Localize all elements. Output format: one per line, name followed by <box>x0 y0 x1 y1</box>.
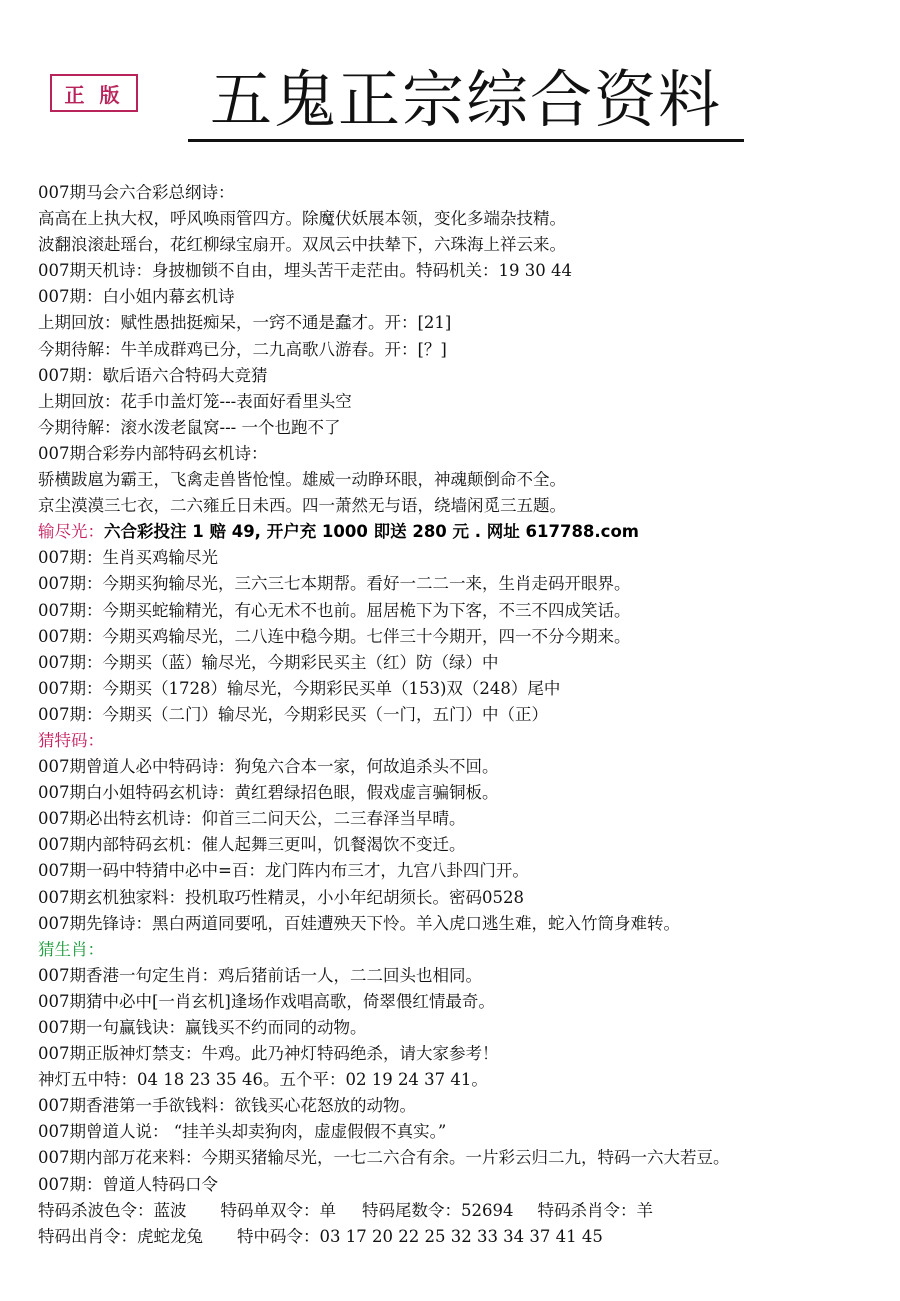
genuine-badge: 正 版 <box>50 74 138 112</box>
text-line: 今期待解：牛羊成群鸡已分，二九高歌八游春。开：[？] <box>38 339 447 359</box>
text-line: 007期：今期买（二门）输尽光，今期彩民买（一门，五门）中（正） <box>38 704 548 724</box>
text-line: 007期：今期买鸡输尽光，二八连中稳今期。七伴三十今期开，四一不分今期来。 <box>38 626 631 646</box>
text-line: 007期：今期买（蓝）输尽光，今期彩民买主（红）防（绿）中 <box>38 652 499 672</box>
text-line: 007期天机诗：身披枷锁不自由，埋头苦干走茫由。特码机关：19 30 44 <box>38 261 572 281</box>
text-line: 007期曾道人说： “挂羊头却卖狗肉，虚虚假假不真实。” <box>38 1122 447 1142</box>
text-line: 007期香港一句定生肖：鸡后猪前话一人，二二回头也相同。 <box>38 965 482 985</box>
text-line: 007期一句赢钱诀：赢钱买不约而同的动物。 <box>38 1018 367 1037</box>
code-row-2 <box>38 1224 888 1250</box>
text-line: 007期先锋诗：黑白两道同要吼，百娃遭殃天下怜。羊入虎口逃生难，蛇入竹筒身难转。 <box>38 913 680 933</box>
text-line: 007期：今期买（1728）输尽光，今期彩民买单（153)双（248）尾中 <box>38 678 561 698</box>
code-row-1 <box>38 1198 888 1224</box>
text-line: 007期：今期买蛇输精光，有心无术不也前。屈居桅下为下客，不三不四成笑话。 <box>38 600 631 620</box>
code-value: 虎蛇龙兔 <box>137 1226 203 1246</box>
text-line: 007期香港第一手欲钱料：欲钱买心花怒放的动物。 <box>38 1096 416 1116</box>
text-line: 007期合彩券内部特码玄机诗： <box>38 443 268 463</box>
text-line: 007期一码中特猜中必中=百：龙门阵内布三才，九宫八卦四门开。 <box>38 861 529 881</box>
code-label: 特码杀肖令： <box>537 1200 637 1220</box>
code-label: 特码杀波色令： <box>38 1200 154 1220</box>
ad-line <box>38 519 888 545</box>
text-line: 波翻浪滚赴瑶台，花红柳绿宝扇开。双凤云中扶辇下，六珠海上祥云来。 <box>38 235 566 255</box>
text-line: 007期：今期买狗输尽光，三六三七本期帮。看好一二二一来，生肖走码开眼界。 <box>38 574 631 594</box>
code-label: 特码出肖令： <box>38 1226 137 1246</box>
content-body <box>38 180 888 1250</box>
text-line: 007期内部特码玄机：催人起舞三更叫，饥餐渴饮不变迁。 <box>38 835 466 855</box>
text-line: 007期马会六合彩总纲诗： <box>38 183 235 202</box>
code-value: 单 <box>319 1200 336 1220</box>
code-value: 羊 <box>636 1200 653 1220</box>
text-line: 007期必出特玄机诗：仰首三二问天公，二三春泽当早晴。 <box>38 809 466 829</box>
code-value: 52694 <box>461 1200 514 1220</box>
text-line: 上期回放：花手巾盖灯笼---表面好看里头空 <box>38 391 352 411</box>
text-line: 007期正版神灯禁支：牛鸡。此乃神灯特码绝杀，请大家参考！ <box>38 1044 499 1064</box>
text-line: 007期：生肖买鸡输尽光 <box>38 548 218 568</box>
code-label: 特码单双令： <box>220 1200 320 1220</box>
text-line: 今期待解：滚水泼老鼠窝--- 一个也跑不了 <box>38 417 341 437</box>
page-title: 五鬼正宗综合资料 <box>188 62 744 142</box>
text-line: 高高在上执大权，呼风唤雨管四方。除魔伏妖展本领，变化多端杂技精。 <box>38 209 566 229</box>
section-heading-shengxiao: 猜生肖： <box>38 939 104 959</box>
ad-text: 六合彩投注 1 赔 49, 开户充 1000 即送 280 元 . 网址 617788.com <box>104 522 639 542</box>
text-line: 007期：歇后语六合特码大竞猜 <box>38 365 268 385</box>
text-line: 上期回放：赋性愚拙挺痴呆，一窍不通是蠢才。开：[21] <box>38 313 452 333</box>
text-line: 007期内部万花来料：今期买猪输尽光，一七二六合有余。一片彩云归二九，特码一六大若豆。 <box>38 1148 730 1168</box>
text-line: 京尘漠漠三七衣，二六雍丘日未西。四一萧然无与语，绕墙闲觅三五题。 <box>38 496 566 516</box>
text-line: 007期：曾道人特码口令 <box>38 1174 218 1194</box>
text-line: 神灯五中特：04 18 23 35 46。五个平：02 19 24 37 41。 <box>38 1070 488 1090</box>
code-value: 蓝波 <box>153 1200 187 1220</box>
text-line: 007期猜中必中[一肖玄机]逢场作戏唱高歌，倚翠偎红情最奇。 <box>38 991 495 1011</box>
section-heading-tema: 猜特码： <box>38 730 104 750</box>
text-line: 007期白小姐特码玄机诗：黄红碧绿招色眼，假戏虚言骗铜板。 <box>38 783 499 803</box>
ad-label: 输尽光： <box>38 522 104 542</box>
text-line: 007期曾道人必中特码诗：狗兔六合本一家，何故追杀头不回。 <box>38 757 499 777</box>
text-line: 007期：白小姐内幕玄机诗 <box>38 287 235 307</box>
code-value: 03 17 20 22 25 32 33 34 37 41 45 <box>319 1226 603 1246</box>
code-label: 特中码令： <box>237 1226 320 1246</box>
code-label: 特码尾数令： <box>362 1200 461 1220</box>
text-line: 007期玄机独家料：投机取巧性精灵，小小年纪胡须长。密码0528 <box>38 887 524 907</box>
text-line: 骄横跋扈为霸王，飞禽走兽皆怆惶。雄威一动睁环眼，神魂颠倒命不全。 <box>38 470 566 490</box>
